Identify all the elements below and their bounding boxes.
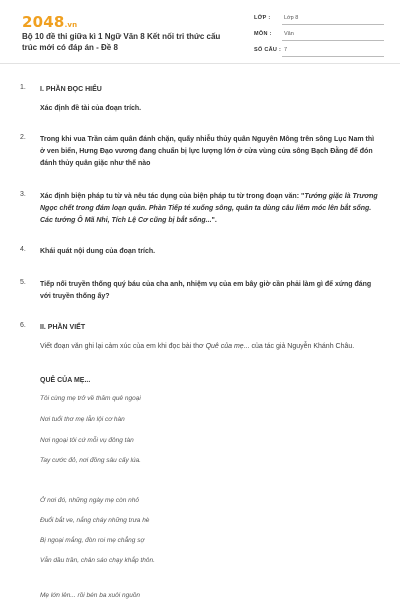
- logo-suffix-text: .vn: [64, 21, 78, 29]
- header-divider: [0, 63, 400, 64]
- meta-class-value: Lớp 8: [284, 15, 299, 21]
- meta-subject-label: MÔN :: [254, 31, 272, 37]
- question-subtext: Xác định đề tài của đoạn trích.: [40, 105, 142, 112]
- poem-line: Bị ngoại mắng, đòn roi mẹ chẳng sợ: [40, 537, 145, 544]
- meta-class-row: [254, 13, 384, 27]
- question-number: 2.: [20, 134, 26, 141]
- question-text: Trong khi vua Trần cảm quân đánh chặn, quấy nhiễu thủy quân Nguyên Mông trên sông Lục Nam thì ở ven biển, Hưng Đạo vương đang chuẩn bị lực lượng lớn ở cửa vùng cửa sông Bạch Đằng để đón đánh thủy quân giặc như thế nào: [40, 136, 375, 167]
- document-header: [0, 0, 400, 62]
- meta-count-row: [254, 45, 384, 59]
- meta-count-value: 7: [284, 47, 288, 53]
- question-subtext-part: ... của tác giả Nguyễn Khánh Châu.: [243, 343, 355, 350]
- poem-line: Tay cước đỏ, nơi đồng sâu cấy lúa.: [40, 457, 141, 464]
- logo-main-text: 2048: [22, 13, 65, 31]
- meta-subject-row: [254, 29, 384, 43]
- poem-line: Đuổi bắt ve, nắng cháy những trưa hè: [40, 517, 150, 524]
- question-text: Tiếp nối truyền thống quý báu của cha anh, nhiệm vụ của em bây giờ cần phải làm gì để xứng đáng với truyền thống ấy?: [40, 281, 372, 300]
- question-number: 6.: [20, 322, 26, 329]
- poem-line: Nơi ngoại tôi cứ mỗi vụ đông tàn: [40, 437, 134, 444]
- question-text: II. PHẦN VIẾT: [40, 324, 86, 331]
- meta-underline: [282, 40, 384, 41]
- poem-line: Mẹ lớn lên... rồi bén ba xuôi nguồn: [40, 592, 141, 599]
- question-text: [40, 191, 378, 227]
- question-number: 4.: [20, 246, 26, 253]
- question-number: 3.: [20, 191, 26, 198]
- question-quote: Tướng giặc là Trương Ngọc chết trong đám loạn quân. Phàn Tiếp té xuống sông, quân ta dùng câu liêm móc lên bắt sống. Các tướng Ô Mã Nhi, Tích Lệ Cơ cũng bị bắt sống...: [40, 193, 378, 224]
- question-text: I. PHẦN ĐỌC HIỂU: [40, 86, 102, 93]
- meta-class-label: LỚP :: [254, 15, 271, 21]
- meta-subject-value: Văn: [284, 31, 294, 37]
- document-meta: [254, 13, 384, 59]
- poem-line: Vẫn dầu trần, chân sáo chạy khắp thôn.: [40, 557, 155, 564]
- question-number: 1.: [20, 84, 26, 91]
- poem-line: Tôi cùng mẹ trở về thăm quê ngoại: [40, 395, 141, 402]
- poem-line: Ở nơi đó, những ngày mẹ còn nhỏ: [40, 497, 139, 504]
- question-text-part: Xác định biện pháp tu từ và nêu tác dụng của biện pháp tu từ trong đoạn văn: ": [40, 193, 305, 200]
- question-subtext-part: Viết đoạn văn ghi lại cảm xúc của em khi đọc bài thơ: [40, 343, 206, 350]
- question-number: 5.: [20, 279, 26, 286]
- question-text-part: ".: [211, 217, 217, 224]
- poem-name-italic: Quê của mẹ: [205, 343, 244, 350]
- poem-title: QUÊ CỦA MẸ...: [40, 377, 91, 384]
- meta-underline: [282, 24, 384, 25]
- document-title: Bộ 10 đề thi giữa kì 1 Ngữ Văn 8 Kết nối tri thức cấu trúc mới có đáp án - Đề 8: [22, 32, 221, 52]
- meta-count-label: SỐ CÂU :: [254, 47, 282, 53]
- poem-line: Nơi tuổi thơ mẹ lẫn lội cơ hàn: [40, 416, 125, 423]
- site-logo[interactable]: [22, 13, 77, 31]
- meta-underline: [282, 56, 384, 57]
- question-text: Khái quát nội dung của đoạn trích.: [40, 248, 156, 255]
- question-subtext: [40, 341, 378, 353]
